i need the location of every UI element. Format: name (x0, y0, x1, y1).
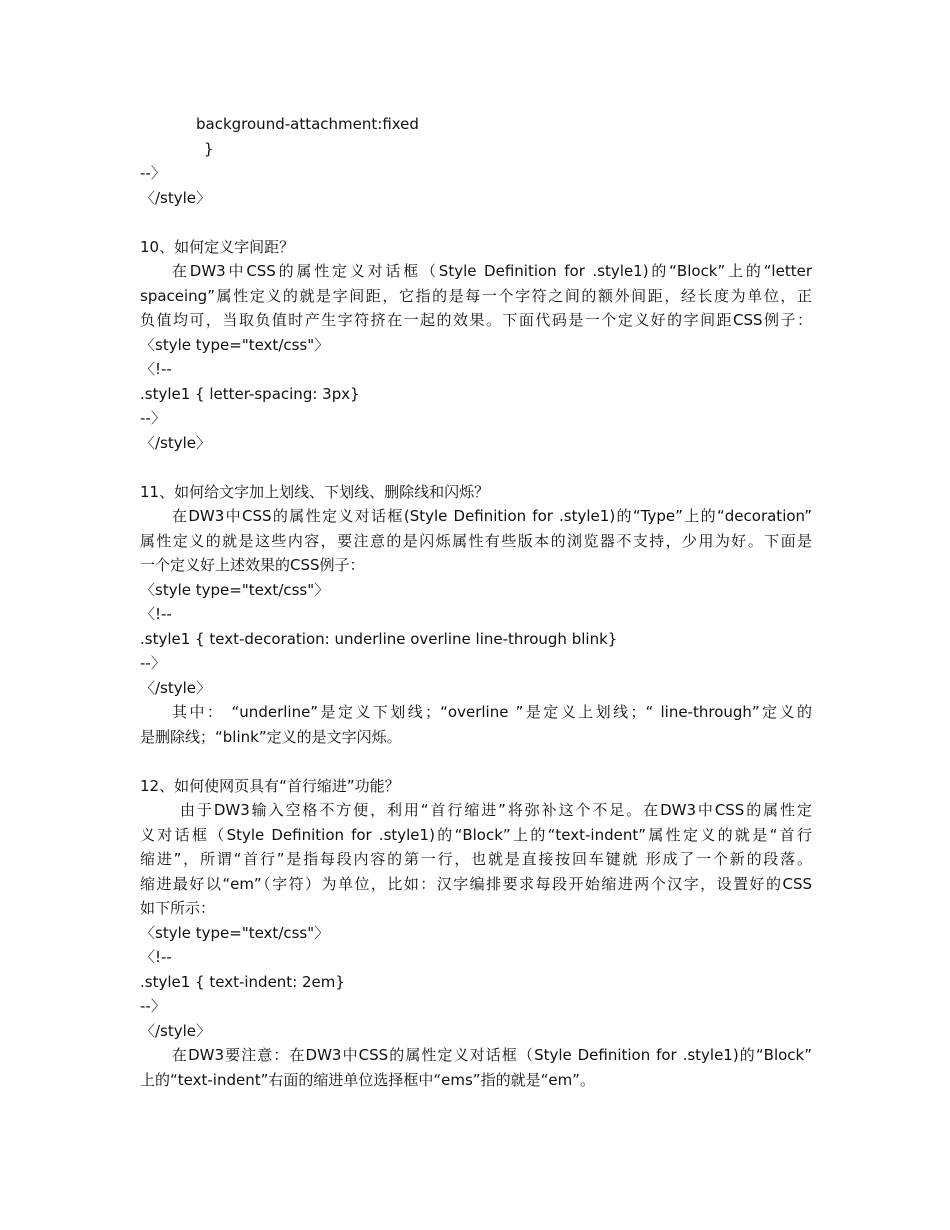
paragraph-line: 在DW3中CSS的属性定义对话框(Style Definition for .style1)的“Type”上的“decoration” (172, 507, 812, 525)
paragraph-line: spaceing”属性定义的就是字间距，它指的是每一个字符之间的额外间距，经长度为单位，正 (140, 286, 812, 305)
paragraph-line: 如下所示： (140, 899, 216, 917)
paragraph-line: 由于DW3输入空格不方便，利用“首行缩进”将弥补这个不足。在DW3中CSS的属性定 (180, 801, 812, 819)
code-line: 〈/style〉 (140, 1021, 212, 1040)
code-line: } (204, 139, 214, 158)
blank-line (140, 749, 812, 774)
code-line: .style1 { text-indent: 2em} (140, 972, 345, 991)
code-line: --〉 (140, 654, 166, 672)
code-line: 〈style type="text/css"〉 (140, 580, 330, 599)
paragraph-line: 其中： “underline”是定义下划线；“overline ”是定义上划线；“ line-through”定义的 (172, 703, 812, 721)
paragraph-line: 缩进”，所谓“首行”是指每段内容的第一行，也就是直接按回车键就 形成了一个新的段落。 (140, 850, 812, 868)
document-page (140, 112, 812, 1092)
blank-line (140, 210, 812, 235)
code-line: background-attachment:fixed (196, 115, 419, 133)
code-line: 〈!-- (140, 360, 172, 378)
paragraph-line: 属性定义的就是这些内容，要注意的是闪烁属性有些版本的浏览器不支持，少用为好。下面是 (140, 531, 812, 550)
section-heading-10: 10、如何定义字间距？ (140, 237, 295, 256)
code-line: 〈/style〉 (140, 433, 212, 452)
code-line: 〈style type="text/css"〉 (140, 335, 330, 354)
paragraph-line: 上的“text-indent”右面的缩进单位选择框中“ems”指的就是“em”。 (140, 1070, 595, 1089)
code-line: .style1 { text-decoration: underline overline line-through blink} (140, 629, 618, 648)
code-line: --〉 (140, 164, 166, 182)
code-line: .style1 { letter-spacing: 3px} (140, 384, 360, 403)
code-line: 〈/style〉 (140, 188, 212, 207)
paragraph-line: 义对话框（Style Definition for .style1)的“Block”上的“text-indent”属性定义的就是“首行 (140, 825, 812, 844)
code-line: 〈!-- (140, 605, 172, 623)
section-heading-11: 11、如何给文字加上划线、下划线、删除线和闪烁？ (140, 482, 490, 501)
paragraph-line: 在DW3中CSS的属性定义对话框（Style Definition for .style1)的“Block”上的“letter (172, 262, 812, 280)
paragraph-line: 负值均可，当取负值时产生字符挤在一起的效果。下面代码是一个定义好的字间距CSS例子： (140, 311, 812, 329)
blank-line (140, 455, 812, 480)
code-line: --〉 (140, 997, 166, 1015)
paragraph-line: 缩进最好以“em”（字符）为单位，比如：汉字编排要求每段开始缩进两个汉字，设置好的CSS (140, 874, 812, 893)
code-line: 〈!-- (140, 948, 172, 966)
code-line: --〉 (140, 409, 166, 427)
code-line: 〈/style〉 (140, 678, 212, 697)
section-heading-12: 12、如何使网页具有“首行缩进”功能？ (140, 776, 400, 795)
code-line: 〈style type="text/css"〉 (140, 923, 330, 942)
paragraph-line: 一个定义好上述效果的CSS例子： (140, 556, 365, 574)
paragraph-line: 是删除线；“blink”定义的是文字闪烁。 (140, 727, 402, 746)
paragraph-line: 在DW3要注意：在DW3中CSS的属性定义对话框（Style Definition for .style1)的“Block” (172, 1046, 812, 1064)
